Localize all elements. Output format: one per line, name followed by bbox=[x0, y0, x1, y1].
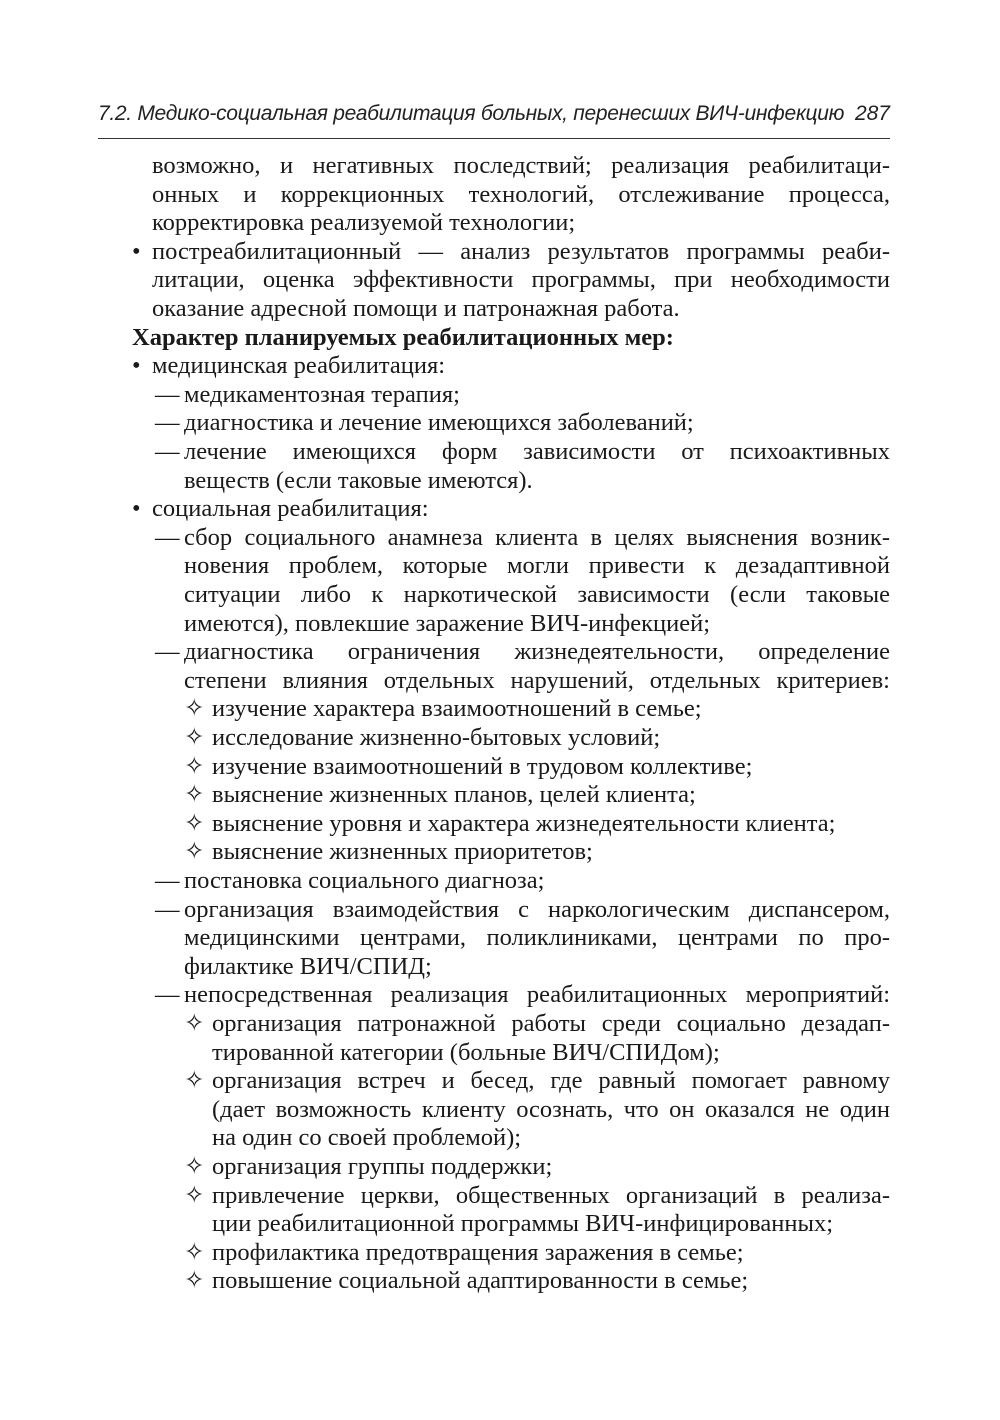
list-item-text: организация группы поддержки; bbox=[212, 1153, 553, 1180]
list-item-text: выяснение жизненных планов, целей клиента; bbox=[212, 781, 696, 809]
diamond-marker: ✧ bbox=[184, 1267, 205, 1295]
list-item-text: организация встреч и бесед, где равный помогает равному bbox=[212, 1067, 890, 1095]
list-item-text: исследование жизненно-бытовых условий; bbox=[212, 724, 661, 751]
text-line: ситуации либо к наркотической зависимости (если таковые bbox=[184, 581, 890, 608]
text-line: филактике ВИЧ/СПИД; bbox=[184, 952, 432, 980]
chapter-title: 7.2. Медико-социальная реабилитация больных, перенесших ВИЧ-инфекцию bbox=[98, 102, 845, 125]
diamond-marker: ✧ bbox=[184, 724, 205, 751]
section-heading: Характер планируемых реабилитационных мер: bbox=[132, 323, 674, 351]
diamond-marker: ✧ bbox=[184, 752, 205, 780]
list-item-text: изучение характера взаимоотношений в семье; bbox=[212, 695, 702, 723]
page-number: 287 bbox=[854, 102, 890, 125]
diamond-marker: ✧ bbox=[184, 1067, 205, 1095]
text-line: степени влияния отдельных нарушений, отдельных критериев: bbox=[184, 666, 890, 694]
list-item-text: медицинская реабилитация: bbox=[152, 352, 446, 380]
text-line: оказание адресной помощи и патронажная работа. bbox=[152, 295, 680, 322]
text-line: новения проблем, которые могли привести к дезадаптивной bbox=[184, 552, 890, 580]
dash-marker: — bbox=[155, 981, 180, 1009]
list-item-text: профилактика предотвращения заражения в семье; bbox=[212, 1238, 744, 1266]
running-header bbox=[98, 98, 890, 139]
dash-marker: — bbox=[155, 409, 180, 437]
diamond-marker: ✧ bbox=[184, 1181, 205, 1209]
text-line: корректировка реализуемой технологии; bbox=[152, 209, 576, 237]
text-line: имеются), повлекшие заражение ВИЧ-инфекцией; bbox=[184, 609, 710, 637]
list-item-text: изучение взаимоотношений в трудовом коллективе; bbox=[212, 752, 753, 780]
dash-marker: — bbox=[155, 638, 180, 666]
text-line: онных и коррекционных технологий, отслеживание процесса, bbox=[152, 180, 890, 208]
list-item-text: сбор социального анамнеза клиента в целях выяснения возник- bbox=[184, 523, 890, 551]
text-line: ции реабилитационной программы ВИЧ-инфицированных; bbox=[212, 1210, 834, 1238]
list-item-text: медикаментозная терапия; bbox=[184, 380, 460, 408]
bullet-marker: • bbox=[132, 237, 141, 265]
text-line: медицинскими центрами, поликлиниками, центрами по про- bbox=[184, 924, 890, 952]
list-item-text: непосредственная реализация реабилитационных мероприятий: bbox=[184, 981, 890, 1009]
diamond-marker: ✧ bbox=[184, 838, 205, 866]
dash-marker: — bbox=[155, 523, 180, 551]
dash-marker: — bbox=[155, 380, 180, 408]
list-item-text: социальная реабилитация: bbox=[152, 495, 429, 523]
diamond-marker: ✧ bbox=[184, 809, 205, 837]
text-line: тированной категории (больные ВИЧ/СПИДом); bbox=[212, 1038, 720, 1066]
text-line: на один со своей проблемой); bbox=[212, 1124, 522, 1152]
list-item-text: постановка социального диагноза; bbox=[184, 867, 545, 894]
diamond-marker: ✧ bbox=[184, 1153, 205, 1180]
list-item-text: организация взаимодействия с наркологическим диспансером, bbox=[184, 895, 890, 923]
bullet-marker: • bbox=[132, 352, 141, 380]
list-item-text: выяснение уровня и характера жизнедеятельности клиента; bbox=[212, 809, 836, 837]
dash-marker: — bbox=[155, 438, 180, 465]
list-item-text: лечение имеющихся форм зависимости от психоактивных bbox=[184, 438, 890, 465]
diamond-marker: ✧ bbox=[184, 1010, 205, 1037]
bullet-marker: • bbox=[132, 495, 141, 523]
text-line: возможно, и негативных последствий; реализация реабилитаци- bbox=[152, 152, 890, 179]
list-item-text: выяснение жизненных приоритетов; bbox=[212, 838, 593, 866]
diamond-marker: ✧ bbox=[184, 695, 205, 723]
list-item-text: привлечение церкви, общественных организаций в реализа- bbox=[212, 1181, 890, 1209]
text-line: веществ (если таковые имеются). bbox=[184, 466, 533, 494]
diamond-marker: ✧ bbox=[184, 1238, 205, 1266]
list-item-text: диагностика и лечение имеющихся заболеваний; bbox=[184, 409, 694, 437]
text-line: литации, оценка эффективности программы, при необходимости bbox=[152, 266, 890, 294]
dash-marker: — bbox=[155, 895, 180, 923]
list-item-text: организация патронажной работы среди социально дезадап- bbox=[212, 1010, 890, 1037]
text-line: (дает возможность клиенту осознать, что он оказался не один bbox=[212, 1095, 890, 1123]
list-item-text: диагностика ограничения жизнедеятельности, определение bbox=[184, 638, 890, 666]
diamond-marker: ✧ bbox=[184, 781, 205, 809]
dash-marker: — bbox=[155, 867, 180, 894]
list-item-text: повышение социальной адаптированности в семье; bbox=[212, 1267, 749, 1295]
list-item-text: постреабилитационный — анализ результатов программы реаби- bbox=[152, 237, 890, 265]
